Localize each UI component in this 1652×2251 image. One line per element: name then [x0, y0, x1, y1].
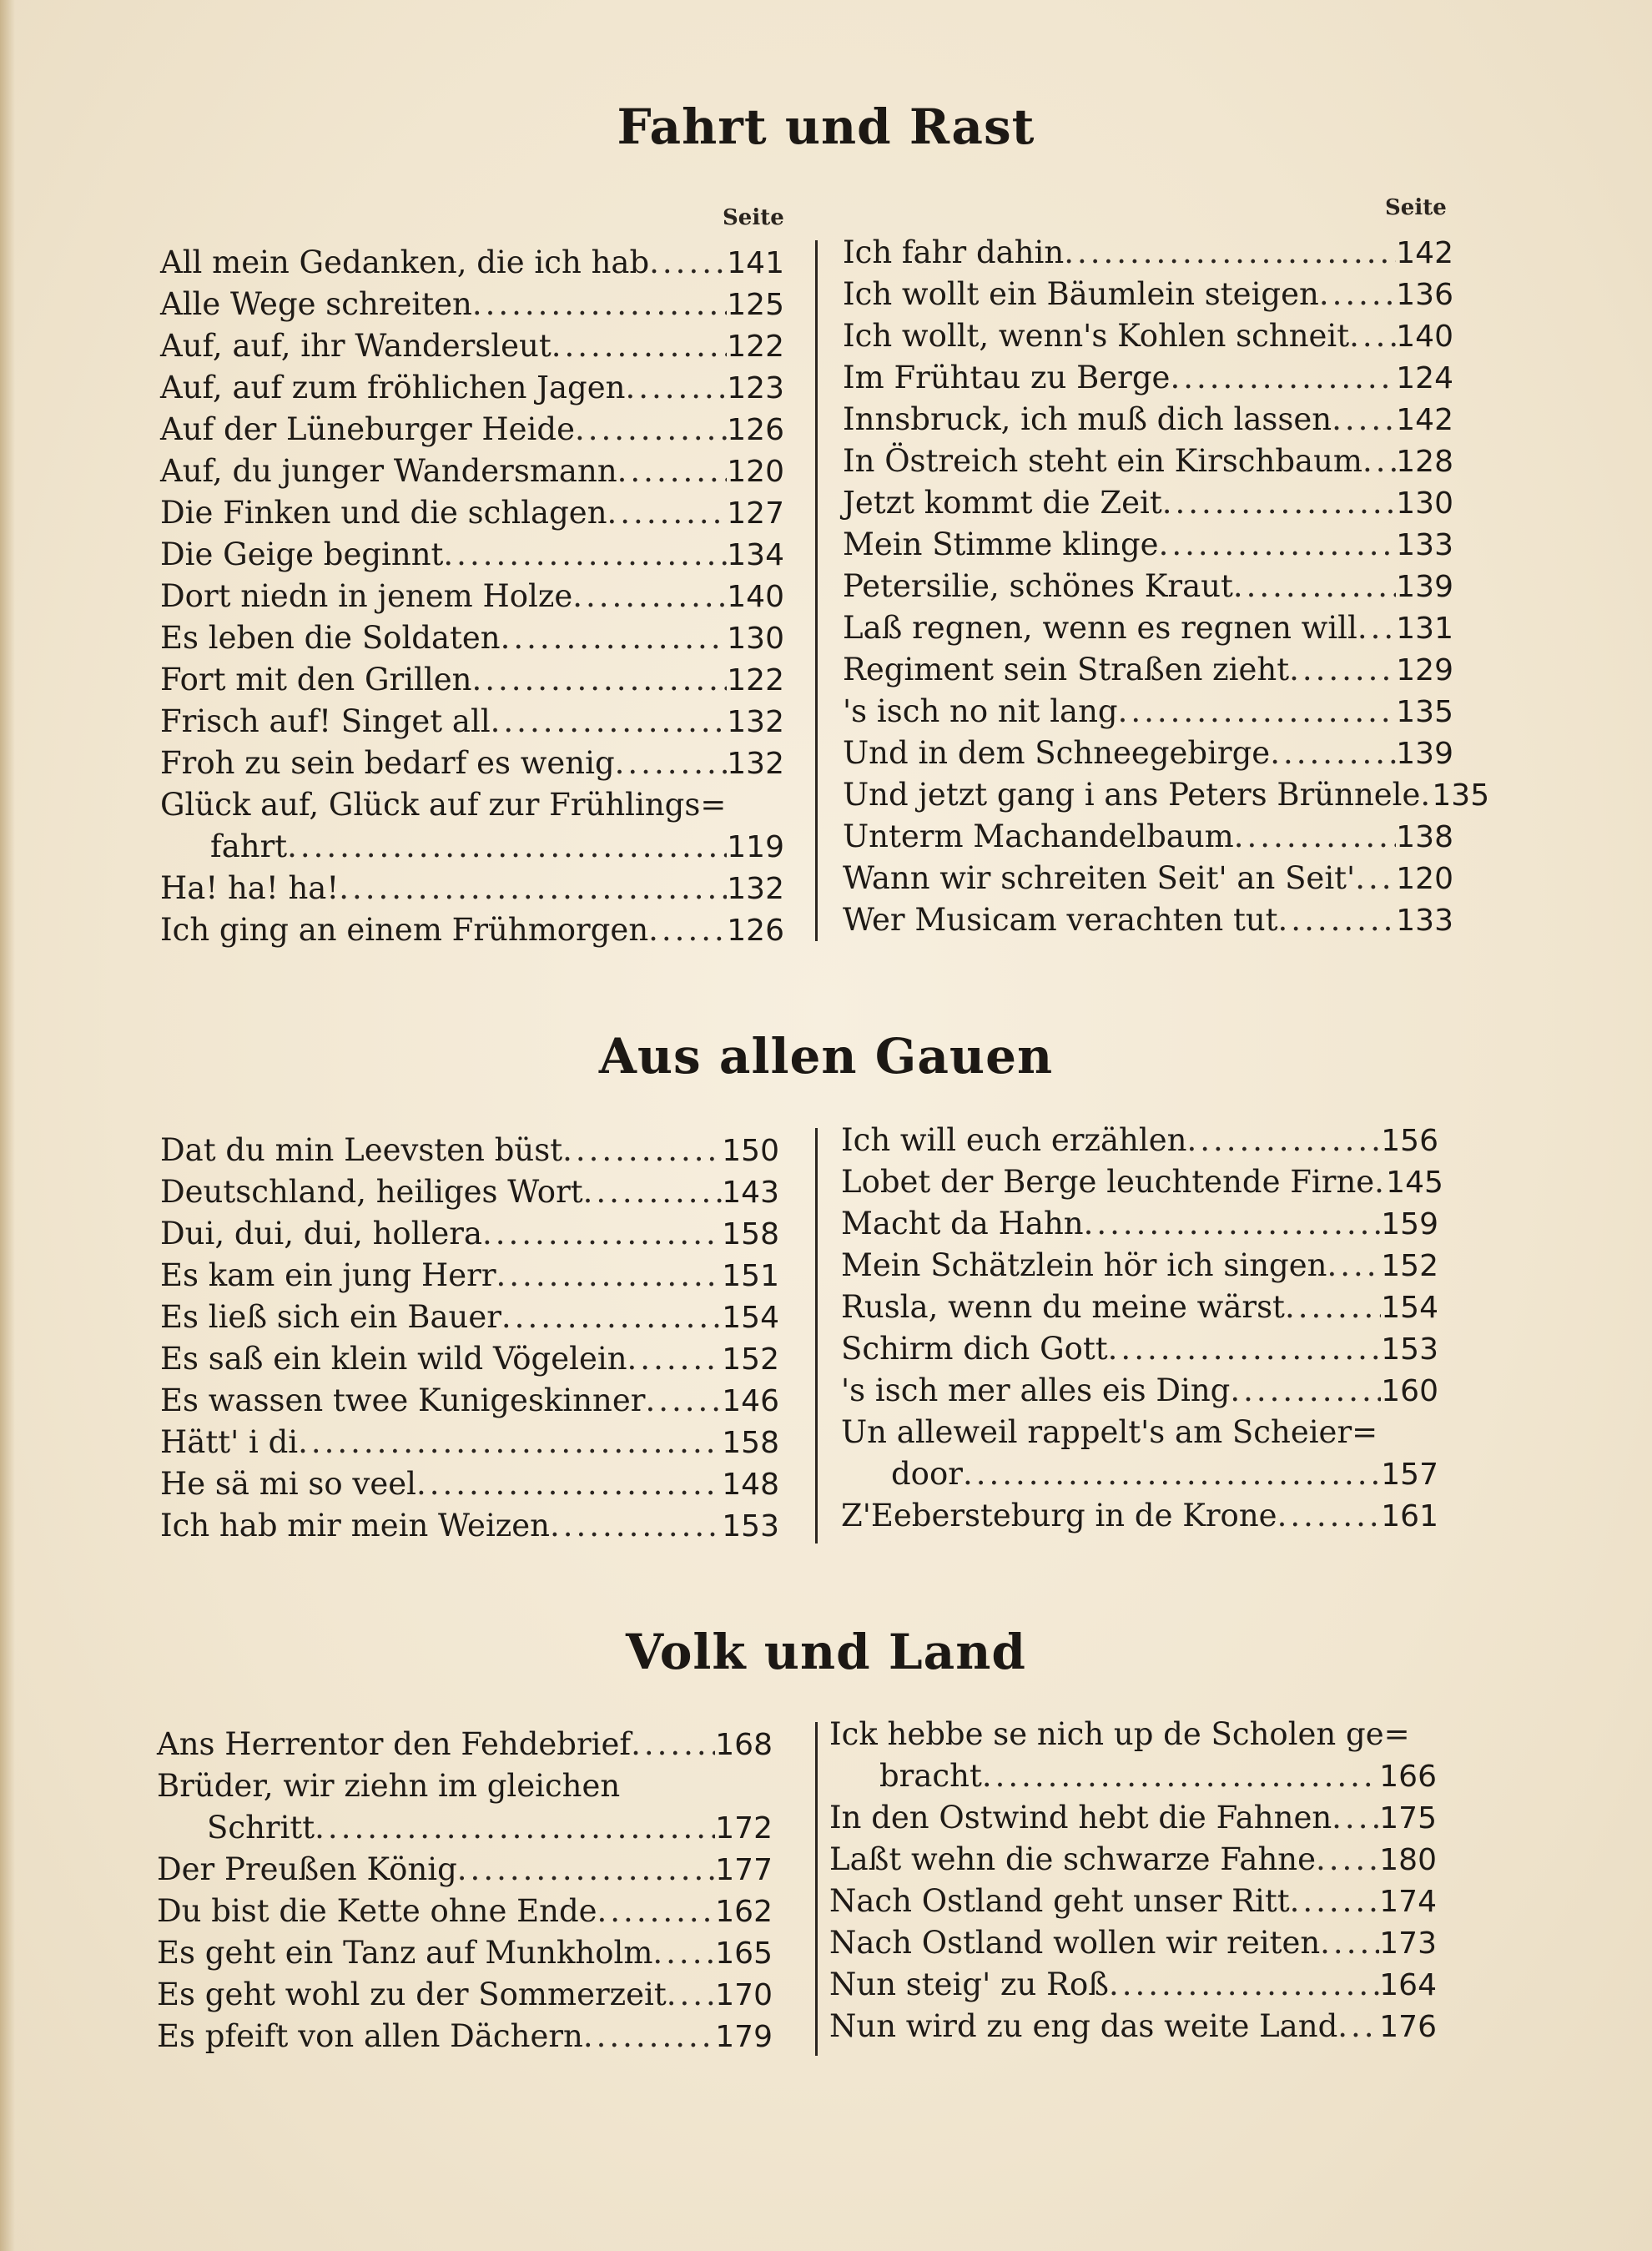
dot-leader — [645, 1380, 722, 1422]
entry-title: Ans Herrentor den Fehdebrief — [157, 1726, 632, 1762]
section-title-fahrt-und-rast: Fahrt und Rast — [617, 98, 1035, 155]
entry-page-number: 142 — [1396, 236, 1453, 270]
toc-entry — [160, 576, 784, 617]
dot-leader — [1332, 1797, 1379, 1839]
toc-entry — [843, 315, 1453, 357]
entry-page-number: 120 — [727, 455, 784, 489]
dot-leader — [982, 1755, 1379, 1797]
toc-entry — [157, 1932, 773, 1974]
dot-leader — [1349, 315, 1396, 357]
entry-page-number: 154 — [722, 1301, 779, 1335]
dot-leader — [607, 492, 728, 534]
toc-entry — [829, 1922, 1437, 1964]
entry-page-number: 122 — [727, 330, 784, 364]
entry-page-number: 151 — [722, 1259, 779, 1293]
entry-title: Du bist die Kette ohne Ende — [157, 1893, 597, 1929]
dot-leader — [416, 1463, 722, 1505]
dot-leader — [1420, 774, 1432, 816]
entry-title: Glück auf, Glück auf zur Frühlings= — [160, 787, 727, 823]
toc-entry — [841, 1495, 1438, 1537]
toc-column-left — [160, 242, 784, 951]
dot-leader — [482, 1213, 722, 1255]
toc-entry — [157, 1765, 773, 1849]
toc-entry — [160, 492, 784, 534]
entry-title: Deutschland, heiliges Wort — [160, 1174, 583, 1210]
entry-page-number: 143 — [722, 1176, 779, 1210]
entry-title: Die Finken und die schlagen — [160, 495, 607, 531]
toc-entry — [160, 284, 784, 325]
toc-entry — [841, 1412, 1438, 1495]
toc-entry — [843, 607, 1453, 649]
toc-entry — [829, 1714, 1437, 1797]
dot-leader — [1277, 1495, 1382, 1537]
entry-page-number: 140 — [1396, 320, 1453, 354]
entry-page-number: 177 — [715, 1853, 773, 1887]
entry-page-number: 133 — [1396, 904, 1453, 938]
toc-entry — [841, 1287, 1438, 1328]
column-divider — [815, 1722, 818, 2056]
dot-leader — [1109, 1964, 1379, 2006]
toc-entry — [829, 1839, 1437, 1881]
entry-page-number: 158 — [722, 1426, 779, 1460]
entry-page-number: 152 — [722, 1342, 779, 1377]
dot-leader — [1159, 524, 1397, 566]
entry-title: Unterm Machandelbaum — [843, 818, 1234, 854]
dot-leader — [501, 617, 728, 659]
entry-page-number: 160 — [1381, 1374, 1438, 1408]
dot-leader — [1233, 566, 1396, 607]
entry-page-number: 152 — [1381, 1249, 1438, 1283]
entry-title: Hätt' i di — [160, 1424, 299, 1460]
dot-leader — [339, 868, 727, 909]
entry-page-number: 146 — [722, 1384, 779, 1418]
toc-entry — [157, 2016, 773, 2057]
entry-title: He sä mi so veel — [160, 1466, 416, 1502]
toc-entry — [843, 816, 1453, 858]
dot-leader — [625, 367, 727, 409]
entry-title: Mein Stimme klinge — [843, 526, 1159, 562]
toc-entry — [160, 784, 784, 868]
entry-title: Mein Schätzlein hör ich singen — [841, 1247, 1327, 1283]
entry-title: Es pfeift von allen Dächern — [157, 2018, 583, 2054]
entry-title-continuation: Schritt — [207, 1810, 315, 1846]
dot-leader — [562, 1130, 722, 1171]
toc-entry — [160, 534, 784, 576]
entry-title: Fort mit den Grillen — [160, 662, 472, 697]
dot-leader — [1355, 858, 1396, 899]
toc-entry — [829, 1964, 1437, 2006]
dot-leader — [1118, 691, 1397, 733]
entry-page-number: 131 — [1396, 612, 1453, 646]
toc-entry — [160, 617, 784, 659]
column-divider — [815, 240, 818, 941]
entry-title: Lobet der Berge leuchtende Firne — [841, 1164, 1375, 1200]
page-column-header-right: Seite — [1385, 195, 1447, 220]
toc-entry — [843, 399, 1453, 441]
entry-page-number: 132 — [727, 705, 784, 739]
entry-title: Wann wir schreiten Seit' an Seit' — [843, 860, 1356, 896]
entry-page-number: 174 — [1379, 1885, 1437, 1919]
entry-title: Ich will euch erzählen — [841, 1122, 1187, 1158]
entry-page-number: 139 — [1396, 737, 1453, 771]
entry-title: Ha! ha! ha! — [160, 870, 340, 906]
toc-entry — [157, 1724, 773, 1765]
dot-leader — [1108, 1328, 1382, 1370]
dot-leader — [1316, 1839, 1379, 1881]
entry-title: Und in dem Schneegebirge — [843, 735, 1271, 771]
entry-page-number: 124 — [1396, 361, 1453, 395]
entry-page-number: 130 — [727, 622, 784, 656]
entry-page-number: 165 — [715, 1936, 773, 1971]
entry-page-number: 126 — [727, 413, 784, 447]
toc-entry — [160, 367, 784, 409]
dot-leader — [1064, 232, 1396, 274]
entry-title: Ich wollt ein Bäumlein steigen — [843, 276, 1319, 312]
dot-leader — [1084, 1203, 1382, 1245]
entry-title: Auf, auf, ihr Wandersleut — [160, 328, 552, 364]
dot-leader — [583, 1171, 723, 1213]
entry-title: Ich wollt, wenn's Kohlen schneit — [843, 318, 1350, 354]
entry-title: Im Frühtau zu Berge — [843, 360, 1171, 395]
entry-page-number: 135 — [1432, 778, 1490, 813]
entry-title: Laß regnen, wenn es regnen will — [843, 610, 1357, 646]
dot-leader — [1319, 274, 1396, 315]
section-title-volk-und-land: Volk und Land — [626, 1624, 1026, 1680]
toc-entry — [157, 1891, 773, 1932]
dot-leader — [648, 909, 727, 951]
entry-page-number: 159 — [1381, 1207, 1438, 1241]
toc-entry — [843, 566, 1453, 607]
dot-leader — [572, 576, 727, 617]
entry-title: Ich fahr dahin — [843, 234, 1065, 270]
toc-entry — [160, 1505, 779, 1547]
dot-leader — [649, 242, 727, 284]
dot-leader — [443, 534, 727, 576]
toc-entry — [157, 1974, 773, 2016]
dot-leader — [1234, 816, 1397, 858]
dot-leader — [631, 1724, 715, 1765]
toc-entry — [829, 1797, 1437, 1839]
entry-page-number: 133 — [1396, 528, 1453, 562]
dot-leader — [1170, 357, 1396, 399]
toc-entry — [841, 1328, 1438, 1370]
dot-leader — [1186, 1120, 1381, 1161]
entry-title-continuation: bracht — [879, 1758, 982, 1794]
entry-title: Z'Eebersteburg in de Krone — [841, 1498, 1277, 1533]
toc-column-right — [841, 1120, 1443, 1537]
dot-leader — [575, 409, 727, 451]
toc-entry — [843, 774, 1490, 816]
entry-title: Macht da Hahn — [841, 1206, 1084, 1241]
page-column-header-left: Seite — [723, 205, 784, 230]
toc-entry — [160, 1213, 779, 1255]
entry-page-number: 158 — [722, 1217, 779, 1251]
entry-page-number: 135 — [1396, 695, 1453, 729]
entry-title: Es kam ein jung Herr — [160, 1257, 496, 1293]
toc-entry — [160, 1338, 779, 1380]
entry-title: Regiment sein Straßen zieht — [843, 652, 1290, 687]
entry-title: Petersilie, schönes Kraut — [843, 568, 1233, 604]
entry-title: Laßt wehn die schwarze Fahne — [829, 1841, 1317, 1877]
dot-leader — [583, 2016, 715, 2057]
entry-title: 's isch mer alles eis Ding — [841, 1372, 1231, 1408]
entry-page-number: 123 — [727, 371, 784, 405]
dot-leader — [457, 1849, 715, 1891]
toc-entry — [841, 1245, 1438, 1287]
toc-column-right — [843, 232, 1490, 941]
toc-entry — [829, 2006, 1437, 2047]
dot-leader — [471, 659, 727, 701]
toc-entry — [160, 1171, 779, 1213]
entry-title: In Östreich steht ein Kirschbaum — [843, 443, 1363, 479]
entry-title: In den Ostwind hebt die Fahnen — [829, 1800, 1332, 1836]
dot-leader — [963, 1453, 1381, 1495]
entry-page-number: 122 — [727, 663, 784, 697]
dot-leader — [491, 701, 728, 743]
entry-title: Es wassen twee Kunigeskinner — [160, 1382, 646, 1418]
toc-entry — [160, 409, 784, 451]
dot-leader — [550, 1505, 722, 1547]
entry-title: Nach Ostland wollen wir reiten — [829, 1925, 1321, 1961]
dot-leader — [1320, 1922, 1379, 1964]
toc-entry — [843, 274, 1453, 315]
entry-page-number: 180 — [1379, 1843, 1437, 1877]
entry-page-number: 173 — [1379, 1926, 1437, 1961]
entry-page-number: 176 — [1379, 2010, 1437, 2044]
toc-entry — [160, 868, 784, 909]
toc-entry — [841, 1120, 1438, 1161]
toc-entry — [160, 701, 784, 743]
toc-column-left — [160, 1130, 779, 1547]
entry-title: Es ließ sich ein Bauer — [160, 1299, 501, 1335]
toc-column-left — [157, 1724, 773, 2057]
entry-page-number: 134 — [727, 538, 784, 572]
dot-leader — [617, 451, 728, 492]
dot-leader — [1162, 482, 1397, 524]
toc-entry — [160, 909, 784, 951]
entry-title: Alle Wege schreiten — [160, 286, 472, 322]
entry-page-number: 119 — [727, 830, 784, 864]
toc-entry — [160, 451, 784, 492]
entry-page-number: 148 — [722, 1468, 779, 1502]
entry-page-number: 138 — [1396, 820, 1453, 854]
toc-entry — [841, 1370, 1438, 1412]
entry-page-number: 172 — [715, 1811, 773, 1846]
dot-leader — [627, 1338, 723, 1380]
dot-leader — [472, 284, 727, 325]
entry-page-number: 142 — [1396, 403, 1453, 437]
dot-leader — [496, 1255, 723, 1297]
toc-entry — [843, 524, 1453, 566]
toc-entry — [843, 441, 1453, 482]
entry-page-number: 120 — [1396, 862, 1453, 896]
dot-leader — [1285, 1287, 1381, 1328]
entry-page-number: 153 — [722, 1509, 779, 1543]
toc-entry — [843, 691, 1453, 733]
entry-page-number: 128 — [1396, 445, 1453, 479]
entry-title: Dui, dui, dui, hollera — [160, 1216, 483, 1251]
entry-page-number: 126 — [727, 914, 784, 948]
entry-title: Es geht ein Tanz auf Munkholm — [157, 1935, 653, 1971]
entry-title: 's isch no nit lang — [843, 693, 1118, 729]
entry-page-number: 170 — [715, 1978, 773, 2012]
entry-title: Auf, auf zum fröhlichen Jagen — [160, 370, 626, 405]
entry-title: Und jetzt gang i ans Peters Brünnele — [843, 777, 1421, 813]
entry-title: Schirm dich Gott — [841, 1331, 1108, 1367]
entry-title-continuation: door — [891, 1456, 963, 1492]
entry-page-number: 154 — [1381, 1291, 1438, 1325]
entry-page-number: 162 — [715, 1895, 773, 1929]
entry-title: Un alleweil rappelt's am Scheier= — [841, 1414, 1378, 1450]
entry-title: Wer Musicam verachten tut — [843, 902, 1278, 938]
toc-entry — [843, 858, 1453, 899]
toc-entry — [160, 659, 784, 701]
entry-title-continuation: fahrt — [210, 828, 288, 864]
toc-entry — [843, 899, 1453, 941]
toc-entry — [160, 1255, 779, 1297]
dot-leader — [315, 1807, 715, 1849]
entry-title: Nun wird zu eng das weite Land — [829, 2008, 1338, 2044]
page-edge-shadow — [0, 0, 15, 2251]
entry-page-number: 179 — [715, 2020, 773, 2054]
entry-page-number: 140 — [727, 580, 784, 614]
entry-page-number: 175 — [1379, 1801, 1437, 1836]
toc-entry — [843, 357, 1453, 399]
entry-title: Es leben die Soldaten — [160, 620, 501, 656]
entry-page-number: 129 — [1396, 653, 1453, 687]
entry-page-number: 136 — [1396, 278, 1453, 312]
section-title-aus-allen-gauen: Aus allen Gauen — [598, 1028, 1054, 1085]
entry-page-number: 127 — [727, 496, 784, 531]
entry-page-number: 168 — [715, 1728, 773, 1762]
dot-leader — [1374, 1161, 1386, 1203]
dot-leader — [1332, 399, 1396, 441]
entry-title: Nun steig' zu Roß — [829, 1966, 1109, 2002]
entry-title: Die Geige beginnt — [160, 536, 444, 572]
entry-page-number: 156 — [1381, 1124, 1438, 1158]
toc-entry — [160, 1422, 779, 1463]
toc-entry — [160, 242, 784, 284]
entry-title: Ich hab mir mein Weizen — [160, 1508, 550, 1543]
entry-page-number: 157 — [1381, 1458, 1438, 1492]
column-divider — [815, 1128, 818, 1543]
dot-leader — [1278, 899, 1397, 941]
toc-entry — [157, 1849, 773, 1891]
entry-title: Froh zu sein bedarf es wenig — [160, 745, 615, 781]
entry-page-number: 161 — [1381, 1499, 1438, 1533]
entry-title: Dort niedn in jenem Holze — [160, 578, 573, 614]
entry-page-number: 125 — [727, 288, 784, 322]
entry-page-number: 141 — [727, 246, 784, 280]
dot-leader — [667, 1974, 716, 2016]
entry-page-number: 150 — [722, 1134, 779, 1168]
dot-leader — [501, 1297, 722, 1338]
toc-entry — [829, 1881, 1437, 1922]
entry-page-number: 153 — [1381, 1332, 1438, 1367]
entry-title: Rusla, wenn du meine wärst — [841, 1289, 1285, 1325]
toc-entry — [160, 325, 784, 367]
dot-leader — [1357, 607, 1396, 649]
entry-page-number: 139 — [1396, 570, 1453, 604]
dot-leader — [597, 1891, 716, 1932]
dot-leader — [615, 743, 728, 784]
entry-page-number: 145 — [1386, 1166, 1443, 1200]
dot-leader — [1337, 2006, 1379, 2047]
toc-entry — [843, 649, 1453, 691]
entry-title: Der Preußen König — [157, 1851, 457, 1887]
entry-title: Es saß ein klein wild Vögelein — [160, 1341, 627, 1377]
toc-column-right — [829, 1714, 1437, 2047]
entry-title: All mein Gedanken, die ich hab — [160, 244, 650, 280]
dot-leader — [552, 325, 728, 367]
toc-entry — [160, 1380, 779, 1422]
dot-leader — [1327, 1245, 1381, 1287]
dot-leader — [1289, 649, 1396, 691]
entry-title: Ich ging an einem Frühmorgen — [160, 912, 649, 948]
entry-page-number: 166 — [1379, 1760, 1437, 1794]
toc-entry — [843, 232, 1453, 274]
dot-leader — [298, 1422, 722, 1463]
entry-title: Brüder, wir ziehn im gleichen — [157, 1768, 621, 1804]
entry-title: Es geht wohl zu der Sommerzeit — [157, 1977, 667, 2012]
entry-title: Frisch auf! Singet all — [160, 703, 491, 739]
toc-entry — [841, 1161, 1443, 1203]
toc-entry — [841, 1203, 1438, 1245]
entry-title: Nach Ostland geht unser Ritt — [829, 1883, 1290, 1919]
entry-title: Jetzt kommt die Zeit — [843, 485, 1162, 521]
dot-leader — [1362, 441, 1396, 482]
toc-entry — [843, 482, 1453, 524]
entry-page-number: 130 — [1396, 486, 1453, 521]
dot-leader — [1290, 1881, 1380, 1922]
dot-leader — [287, 826, 727, 868]
entry-title: Auf, du junger Wandersmann — [160, 453, 617, 489]
entry-page-number: 132 — [727, 872, 784, 906]
dot-leader — [1270, 733, 1396, 774]
dot-leader — [652, 1932, 715, 1974]
toc-entry — [160, 1130, 779, 1171]
toc-entry — [160, 743, 784, 784]
toc-entry — [843, 733, 1453, 774]
entry-title: Dat du min Leevsten büst — [160, 1132, 563, 1168]
toc-entry — [160, 1297, 779, 1338]
entry-page-number: 132 — [727, 747, 784, 781]
entry-page-number: 164 — [1379, 1968, 1437, 2002]
toc-entry — [160, 1463, 779, 1505]
entry-title: Auf der Lüneburger Heide — [160, 411, 575, 447]
entry-title: Ick hebbe se nich up de Scholen ge= — [829, 1716, 1410, 1752]
dot-leader — [1230, 1370, 1381, 1412]
entry-title: Innsbruck, ich muß dich lassen — [843, 401, 1332, 437]
